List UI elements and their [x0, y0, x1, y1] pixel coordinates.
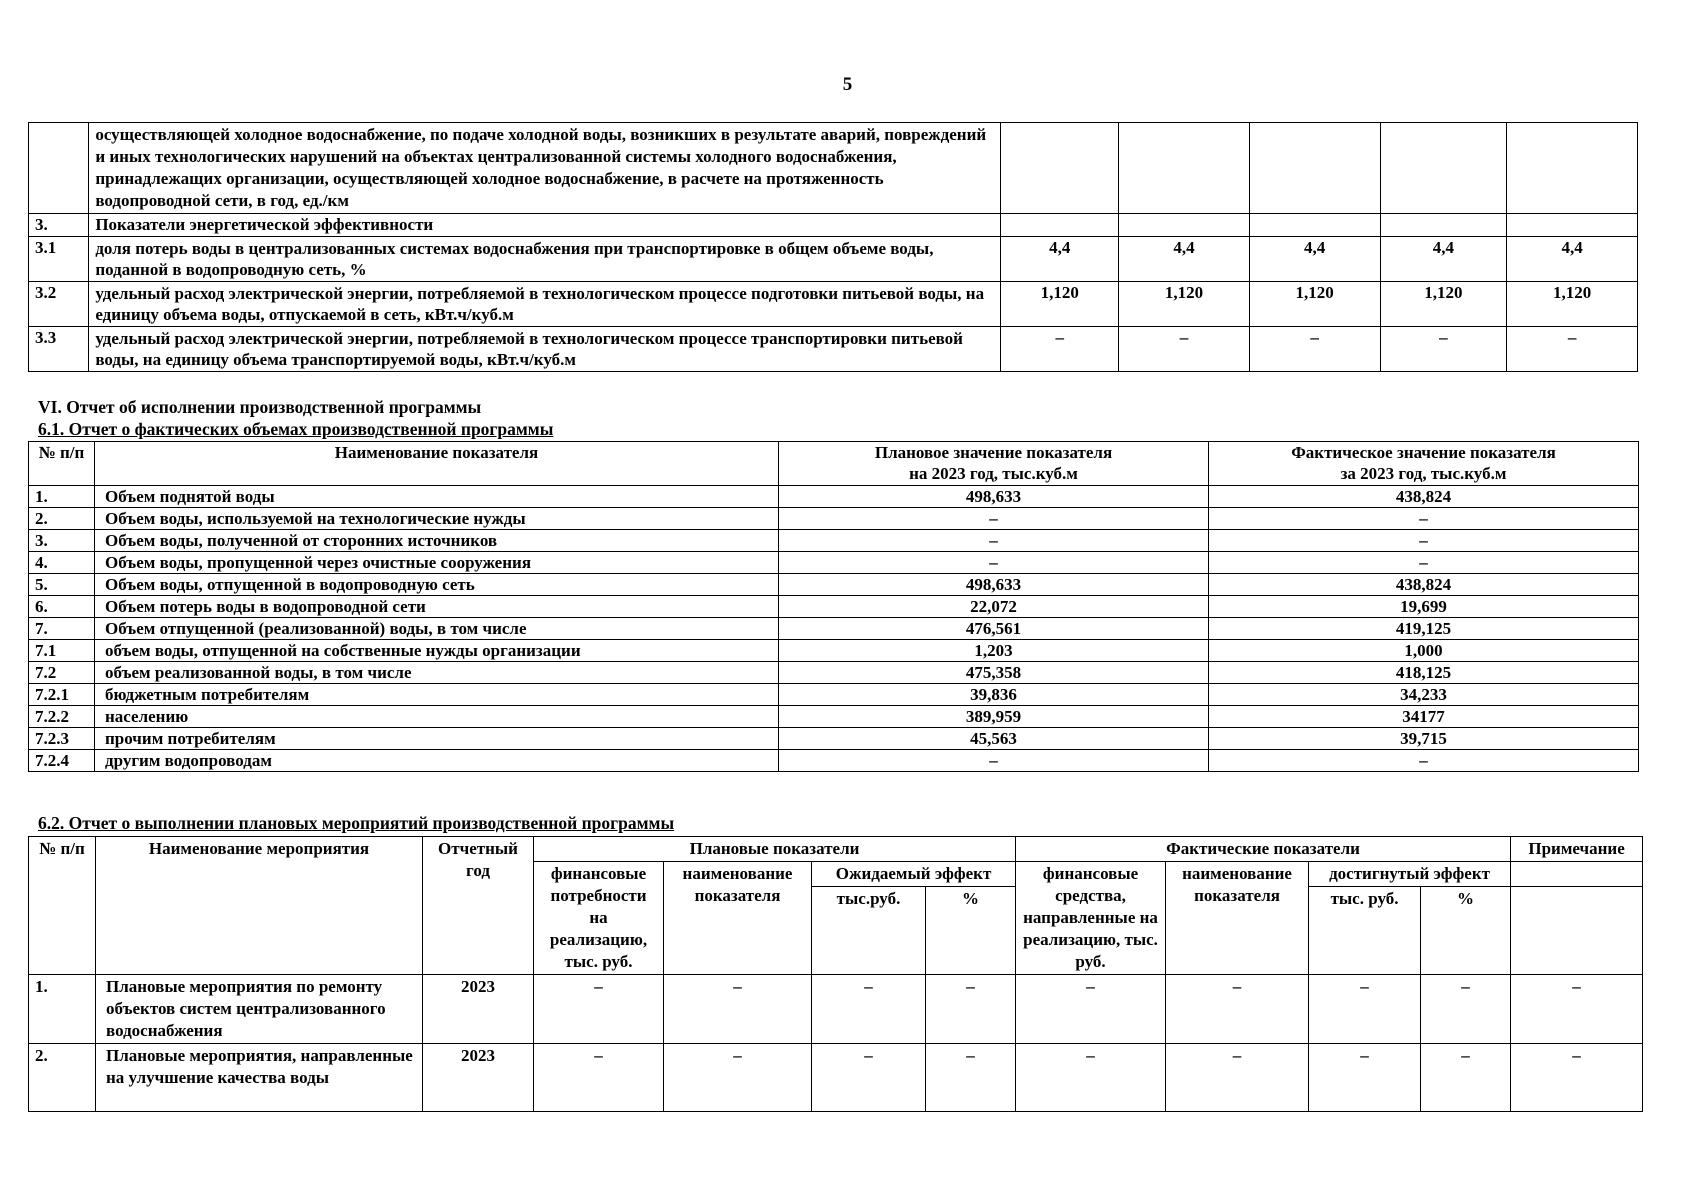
fact-value: –	[1209, 508, 1639, 530]
value-cell: –	[1511, 1044, 1643, 1112]
volumes-table	[28, 441, 1639, 772]
value-cell: –	[534, 975, 664, 1044]
indicator-name: бюджетным потребителям	[95, 684, 779, 706]
row-number: 2.	[29, 508, 95, 530]
table-header-row	[29, 837, 1643, 862]
value-cell: 1,120	[1001, 282, 1119, 327]
subsection-title-6-1: 6.1. Отчет о фактических объемах производственной программы	[38, 419, 554, 439]
header-plan-effect: Ожидаемый эффект	[812, 862, 1016, 887]
indicator-name: Объем воды, полученной от сторонних источников	[95, 530, 779, 552]
table-row	[29, 596, 1639, 618]
row-number: 7.1	[29, 640, 95, 662]
value-cell: 4,4	[1119, 237, 1250, 282]
indicator-text: удельный расход электрической энергии, потребляемой в технологическом процессе подготовки питьевой воды, на единицу объема воды, отпускаемой в сеть, кВт.ч/куб.м	[89, 282, 1001, 327]
header-fact-fin: финансовые средства, направленные на реализацию, тыс. руб.	[1016, 862, 1166, 975]
section-title: VI. Отчет об исполнении производственной программы	[38, 397, 482, 417]
header-fact-indicator: наименование показателя	[1166, 862, 1309, 975]
value-cell: –	[1166, 975, 1309, 1044]
value-cell	[1380, 123, 1507, 214]
indicator-name: прочим потребителям	[95, 728, 779, 750]
indicator-text: доля потерь воды в централизованных системах водоснабжения при транспортировке в общем объеме воды, поданной в водопроводную сеть, %	[89, 237, 1001, 282]
value-cell	[1119, 214, 1250, 237]
header-plan-line1: Плановое значение показателя	[874, 443, 1113, 462]
plan-value: 22,072	[779, 596, 1209, 618]
header-plan-line2: на 2023 год, тыс.куб.м	[909, 464, 1078, 483]
header-name: Наименование мероприятия	[96, 837, 423, 975]
table-row	[29, 282, 1638, 327]
indicators-table	[28, 122, 1638, 372]
indicator-name: Объем воды, отпущенной в водопроводную сеть	[95, 574, 779, 596]
row-number: 4.	[29, 552, 95, 574]
table-row	[29, 728, 1639, 750]
header-fact-group: Фактические показатели	[1016, 837, 1511, 862]
row-number: 3.1	[29, 237, 89, 282]
indicator-text: удельный расход электрической энергии, потребляемой в технологическом процессе транспортировки питьевой воды, на единицу объема транспортируемой воды, кВт.ч/куб.м	[89, 327, 1001, 372]
value-cell: –	[1166, 1044, 1309, 1112]
value-cell: –	[1249, 327, 1380, 372]
header-num: № п/п	[29, 837, 96, 975]
plan-value: 475,358	[779, 662, 1209, 684]
value-cell	[1507, 123, 1638, 214]
value-cell	[1507, 214, 1638, 237]
value-cell: –	[534, 1044, 664, 1112]
row-number: 1.	[29, 975, 96, 1044]
value-cell	[1001, 123, 1119, 214]
plan-value: 476,561	[779, 618, 1209, 640]
row-number	[29, 123, 89, 214]
row-number: 7.2.3	[29, 728, 95, 750]
value-cell: –	[926, 1044, 1016, 1112]
value-cell: 1,120	[1249, 282, 1380, 327]
value-cell: –	[1016, 1044, 1166, 1112]
plan-value: 498,633	[779, 486, 1209, 508]
table-row	[29, 684, 1639, 706]
indicator-name: Объем поднятой воды	[95, 486, 779, 508]
plan-value: 1,203	[779, 640, 1209, 662]
plan-value: 498,633	[779, 574, 1209, 596]
value-cell: –	[1421, 975, 1511, 1044]
fact-value: 438,824	[1209, 574, 1639, 596]
table-row	[29, 750, 1639, 772]
table-row	[29, 574, 1639, 596]
value-cell: –	[1380, 327, 1507, 372]
table-row	[29, 237, 1638, 282]
value-cell: –	[664, 975, 812, 1044]
fact-value: –	[1209, 552, 1639, 574]
value-cell: 4,4	[1249, 237, 1380, 282]
plan-value: –	[779, 530, 1209, 552]
fact-value: –	[1209, 530, 1639, 552]
indicator-name: объем реализованной воды, в том числе	[95, 662, 779, 684]
header-plan-effect-rub: тыс.руб.	[812, 887, 926, 975]
header-year: Отчетный год	[423, 837, 534, 975]
value-cell: –	[1421, 1044, 1511, 1112]
value-cell	[1119, 123, 1250, 214]
value-cell: 4,4	[1507, 237, 1638, 282]
table-row	[29, 214, 1638, 237]
subsection-title-6-2: 6.2. Отчет о выполнении плановых мероприятий производственной программы	[38, 813, 675, 833]
fact-value: 1,000	[1209, 640, 1639, 662]
plan-value: 45,563	[779, 728, 1209, 750]
row-number: 2.	[29, 1044, 96, 1112]
header-fact-effect: достигнутый эффект	[1309, 862, 1511, 887]
indicator-text: Показатели энергетической эффективности	[89, 214, 1001, 237]
header-plan	[779, 442, 1209, 486]
header-note-empty	[1511, 887, 1643, 975]
header-plan-indicator: наименование показателя	[664, 862, 812, 975]
table-row	[29, 662, 1639, 684]
value-cell: –	[1511, 975, 1643, 1044]
value-cell: –	[1001, 327, 1119, 372]
row-number: 6.	[29, 596, 95, 618]
plan-value: 39,836	[779, 684, 1209, 706]
indicator-text: осуществляющей холодное водоснабжение, по подаче холодной воды, возникших в результате аварий, повреждений и иных технологических нарушений на объектах централизованной системы холодного водоснабжения, принадлежащих организации, осуществляющей холодное водоснабжение, в расчете на протяженность водопроводной сети, в год, ед./км	[89, 123, 1001, 214]
plan-value: –	[779, 508, 1209, 530]
header-fact	[1209, 442, 1639, 486]
value-cell	[1249, 123, 1380, 214]
fact-value: –	[1209, 750, 1639, 772]
table-row	[29, 618, 1639, 640]
value-cell: 4,4	[1001, 237, 1119, 282]
indicator-name: другим водопроводам	[95, 750, 779, 772]
plan-value: 389,959	[779, 706, 1209, 728]
value-cell: 1,120	[1119, 282, 1250, 327]
value-cell: –	[1309, 975, 1421, 1044]
header-note: Примечание	[1511, 837, 1643, 862]
measure-name: Плановые мероприятия по ремонту объектов систем централизованного водоснабжения	[96, 975, 423, 1044]
value-cell: 1,120	[1380, 282, 1507, 327]
fact-value: 418,125	[1209, 662, 1639, 684]
indicator-name: Объем отпущенной (реализованной) воды, в том числе	[95, 618, 779, 640]
header-note-empty	[1511, 862, 1643, 887]
header-plan-fin: финансовые потребности на реализацию, тыс. руб.	[534, 862, 664, 975]
value-cell: 4,4	[1380, 237, 1507, 282]
table-row	[29, 327, 1638, 372]
header-fact-effect-pct: %	[1421, 887, 1511, 975]
indicator-name: Объем воды, используемой на технологические нужды	[95, 508, 779, 530]
row-number: 3.	[29, 214, 89, 237]
indicator-name: объем воды, отпущенной на собственные нужды организации	[95, 640, 779, 662]
value-cell: –	[1119, 327, 1250, 372]
table-row	[29, 706, 1639, 728]
fact-value: 34177	[1209, 706, 1639, 728]
header-num: № п/п	[29, 442, 95, 486]
header-fact-line2: за 2023 год, тыс.куб.м	[1340, 464, 1507, 483]
indicator-name: Объем потерь воды в водопроводной сети	[95, 596, 779, 618]
table-row	[29, 640, 1639, 662]
fact-value: 39,715	[1209, 728, 1639, 750]
table-header-row	[29, 442, 1639, 486]
header-name: Наименование показателя	[95, 442, 779, 486]
value-cell: 1,120	[1507, 282, 1638, 327]
header-fact-effect-rub: тыс. руб.	[1309, 887, 1421, 975]
row-number: 3.	[29, 530, 95, 552]
value-cell: –	[812, 1044, 926, 1112]
measures-table	[28, 836, 1643, 1112]
header-plan-effect-pct: %	[926, 887, 1016, 975]
row-number: 3.3	[29, 327, 89, 372]
row-number: 7.2.1	[29, 684, 95, 706]
row-number: 7.2.4	[29, 750, 95, 772]
header-fact-line1: Фактическое значение показателя	[1291, 443, 1556, 462]
value-cell	[1001, 214, 1119, 237]
value-cell: –	[1309, 1044, 1421, 1112]
table-row	[29, 975, 1643, 1044]
table-row	[29, 552, 1639, 574]
fact-value: 438,824	[1209, 486, 1639, 508]
value-cell: –	[664, 1044, 812, 1112]
report-year: 2023	[423, 975, 534, 1044]
table-row	[29, 123, 1638, 214]
value-cell: –	[1016, 975, 1166, 1044]
row-number: 1.	[29, 486, 95, 508]
row-number: 7.2	[29, 662, 95, 684]
page-number: 5	[842, 74, 853, 95]
value-cell	[1249, 214, 1380, 237]
value-cell	[1380, 214, 1507, 237]
fact-value: 34,233	[1209, 684, 1639, 706]
report-year: 2023	[423, 1044, 534, 1112]
table-row	[29, 486, 1639, 508]
value-cell: –	[926, 975, 1016, 1044]
table-row	[29, 508, 1639, 530]
value-cell: –	[1507, 327, 1638, 372]
row-number: 7.2.2	[29, 706, 95, 728]
indicator-name: населению	[95, 706, 779, 728]
table-row	[29, 530, 1639, 552]
value-cell: –	[812, 975, 926, 1044]
row-number: 7.	[29, 618, 95, 640]
row-number: 5.	[29, 574, 95, 596]
plan-value: –	[779, 750, 1209, 772]
plan-value: –	[779, 552, 1209, 574]
header-plan-group: Плановые показатели	[534, 837, 1016, 862]
row-number: 3.2	[29, 282, 89, 327]
indicator-name: Объем воды, пропущенной через очистные сооружения	[95, 552, 779, 574]
measure-name: Плановые мероприятия, направленные на улучшение качества воды	[96, 1044, 423, 1112]
fact-value: 419,125	[1209, 618, 1639, 640]
table-row	[29, 1044, 1643, 1112]
fact-value: 19,699	[1209, 596, 1639, 618]
